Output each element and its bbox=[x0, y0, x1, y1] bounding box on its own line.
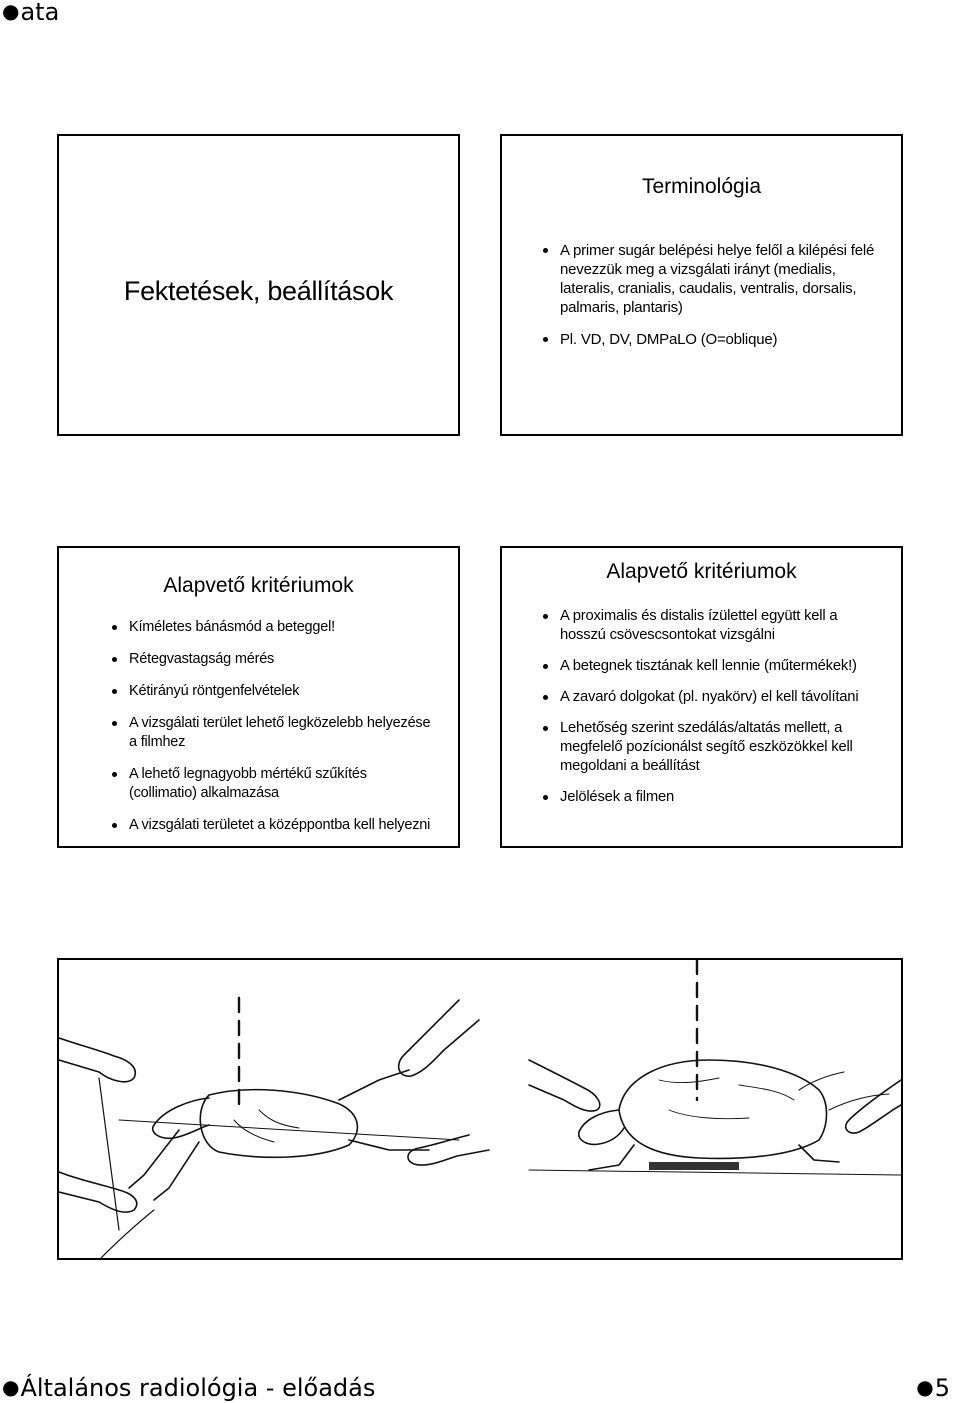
bullet-item: Rétegvastagság mérés bbox=[129, 650, 438, 669]
bullet-dot: ● bbox=[916, 1375, 934, 1399]
slide-title: Alapvető kritériumok bbox=[163, 574, 354, 597]
bullet-dot: ● bbox=[2, 0, 20, 23]
sternal-recumbency-drawing bbox=[529, 960, 901, 1175]
bullet-item: A lehető legnagyobb mértékű szűkítés (collimatio) alkalmazása bbox=[129, 765, 438, 803]
page-number bbox=[916, 1373, 950, 1402]
dorsal-recumbency-drawing bbox=[59, 998, 489, 1258]
bullet-item: Kíméletes bánásmód a beteggel! bbox=[129, 618, 438, 637]
bullet-item: A betegnek tisztának kell lennie (műtermékek!) bbox=[560, 657, 881, 676]
page-number-label: 5 bbox=[934, 1374, 950, 1402]
bullet-item: A proximalis és distalis ízülettel együtt kell a hosszú csövescsontokat vizsgálni bbox=[560, 607, 881, 645]
slide-basic-criteria-2 bbox=[500, 546, 903, 848]
page-header bbox=[2, 0, 59, 26]
header-label: ata bbox=[20, 0, 60, 26]
positioning-illustration bbox=[59, 960, 901, 1258]
slide-basic-criteria-1 bbox=[57, 546, 460, 848]
bullet-item: A zavaró dolgokat (pl. nyakörv) el kell távolítani bbox=[560, 688, 881, 707]
bullet-list bbox=[560, 607, 881, 819]
bullet-item: A vizsgálati területet a középpontba kell helyezni bbox=[129, 816, 438, 835]
bullet-list bbox=[129, 618, 438, 848]
page-footer-title bbox=[2, 1373, 375, 1402]
slide-positioning-illustration bbox=[57, 958, 903, 1260]
slide-title: Terminológia bbox=[641, 175, 762, 198]
bullet-item: Jelölések a filmen bbox=[560, 788, 881, 807]
bullet-item: Lehetőség szerint szedálás/altatás mellett, a megfelelő pozícionálst segítő eszközökkel kell megoldani a beállítást bbox=[560, 719, 881, 776]
slide-title: Alapvető kritériumok bbox=[606, 560, 797, 583]
slide-title: Fektetések, beállítások bbox=[123, 276, 394, 306]
bullet-item: Kétirányú röntgenfelvételek bbox=[129, 682, 438, 701]
bullet-list bbox=[560, 241, 881, 362]
slide-terminology bbox=[500, 134, 903, 436]
bullet-item: A primer sugár belépési helye felől a kilépési felé nevezzük meg a vizsgálati irányt (medialis, lateralis, cranialis, caudalis, ventralis, dorsalis, palmaris, plantaris) bbox=[560, 241, 881, 317]
bullet-item: A vizsgálati terület lehető legközelebb helyezése a filmhez bbox=[129, 714, 438, 752]
footer-label: Általános radiológia - előadás bbox=[20, 1374, 376, 1402]
bullet-item: Pl. VD, DV, DMPaLO (O=oblique) bbox=[560, 330, 881, 349]
slide-title-card bbox=[57, 134, 460, 436]
bullet-dot: ● bbox=[2, 1375, 20, 1399]
